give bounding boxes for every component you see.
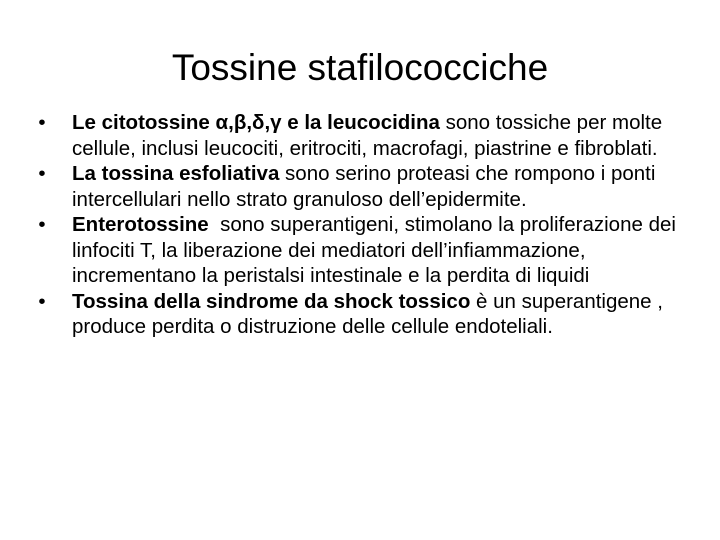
- bullet-bold-text: La tossina esfoliativa: [72, 162, 280, 185]
- slide-title: Tossine stafilococciche: [171, 47, 549, 88]
- bullet-list: [30, 110, 680, 340]
- bullet-item-tss-toxin: [30, 289, 680, 340]
- bullet-bold-text: Tossina della sindrome da shock tossico: [72, 289, 471, 313]
- bullet-item-enterotoxins: [30, 212, 680, 289]
- bullet-icon: •: [38, 289, 46, 313]
- bullet-bold-text: Le citotossine α,β,δ,γ e la leucocidina: [72, 111, 440, 134]
- bullet-text: è un superantigene , produce perdita o distruzione delle cellule endoteliali.: [72, 289, 663, 338]
- bullet-item-cytotoxins: [30, 110, 680, 161]
- bullet-item-exfoliative-toxin: [30, 161, 680, 212]
- bullet-text: sono tossiche per molte cellule, inclusi leucociti, eritrociti, macrofagi, piastrine e fibroblati.: [72, 111, 663, 160]
- bullet-bold-text: Enterotossine: [72, 213, 209, 236]
- bullet-text: sono serino proteasi che rompono i ponti intercellulari nello strato granuloso dell’epidermite.: [72, 162, 656, 211]
- bullet-icon: •: [38, 213, 46, 236]
- bullet-text: sono superantigeni, stimolano la proliferazione dei linfociti T, la liberazione dei mediatori dell’infiammazione, incrementano la peristalsi intestinale e la perdita di liquidi: [72, 213, 682, 287]
- bullet-icon: •: [38, 111, 46, 134]
- bullet-icon: •: [38, 162, 46, 185]
